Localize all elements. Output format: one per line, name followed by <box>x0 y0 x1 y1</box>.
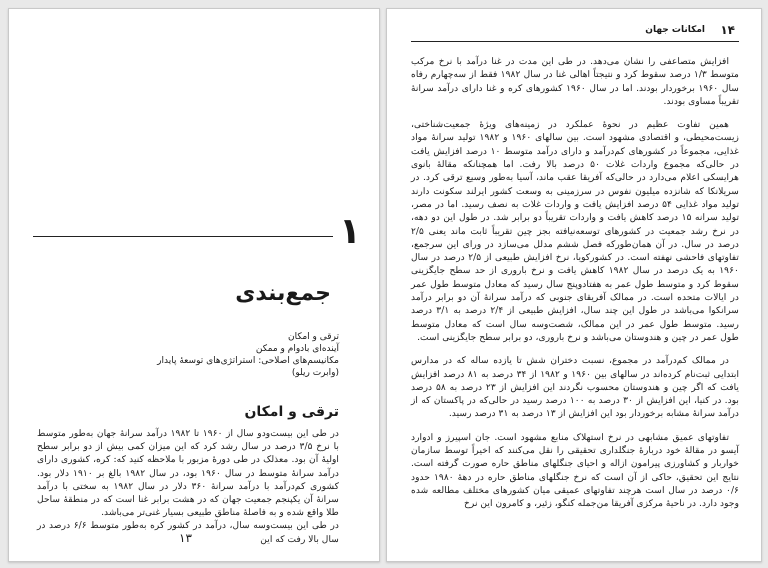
chapter-contents <box>139 331 339 379</box>
chapter-title: جمع‌بندی <box>235 281 331 306</box>
paragraph: افزایش متصاعفی را نشان می‌دهد. در طی این مدت در غنا درآمد با نرخ مرکب متوسط ۱/۳ درصد سقوط کرد و نتیجتاً اهالی غنا در سال ۱۹۸۲ فقط از سه‌چهارم رفاه سال ۱۹۶۰ برخوردار بودند. اما در سال ۱۹۶۰ کشورهای کره و غنا دارای درآمد سرانهٔ تقریباً مساوی بودند. <box>411 56 739 107</box>
toc-item: مکانیسم‌های اصلاحی: استراتژی‌های توسعهٔ پایدار <box>157 356 339 366</box>
paragraph: همین تفاوت عظیم در نحوهٔ عملکرد در زمینه‌های ویژهٔ جمعیت‌شناختی، زیست‌محیطی، و اقتصادی مشهود است. بین سالهای ۱۹۶۰ و ۱۹۸۲ تولید سرانهٔ مواد غذایی، مجموعاً در کشورهای کم‌درآمد و دارای درآمد متوسط ۱۰ درصد افزایش یافت در حالی‌که مجموع واردات غلات ۵۰ درصد بالا رفت. اما همچنانکه مقالهٔ بانوی هرایسکی اعلام می‌دارد در حالی‌که آفریقا عقب ماند، آسیا به‌طور وسیع ترقی کرد. در سریلانکا که شانزده میلیون نفوس در سرزمینی به وسعت کشور ایرلند سکونت دارند تولید مواد غذایی ۵۴ درصد افزایش یافت و واردات غلات به نصف رسید. اما در مصر، تولید سرانه ۱۵ درصد کاهش یافت و واردات تقریباً دو برابر شد. در طول این دو دهه، در نرخ رشد جمعیت در کشورهای توسعه‌نیافته بجز چین تقریباً ثابت ماند یعنی ۲/۵ درصد در سال. در آن همان‌طورکه فصل ششم مدلل می‌سازد در ورای این سرجمع، تفاوتهای فاحشی نهفته است. در کشورکویا، نرخ افزایش طبیعی از ۲/۵ درصد در سال ۱۹۶۰ به یک درصد در سال ۱۹۸۲ کاهش یافت و نرخ باروری از حد سطح جایگزینی سقوط کرد و متوسط طول عمر به هفتادوپنج سال رسید که معادل متوسط طول عمر در ایالات متحده است. در ممالک آفریقای جنوبی که درآمد سرانهٔ آن دو برابر درآمد سرانکوا می‌باشد در طول این چند سال، افزایش طبیعی از ۲/۴ درصد به ۳/۱ درصد رسید. متوسط طول عمر در این ممالک، شصت‌وسه سال است که معادل متوسط طول عمر در چین و هندوستان می‌باشد و نرخ باروری، دو برابر سطح جایگزینی است. <box>411 119 740 343</box>
right-page <box>386 8 762 562</box>
running-header <box>411 23 739 42</box>
toc-item: ترقی و امکان <box>288 332 339 342</box>
left-page <box>8 8 380 562</box>
chapter-divider <box>33 236 333 237</box>
paragraph: در طی این بیست‌وسه سال، درآمد در کشور کره به‌طور متوسط ۶/۶ درصد در سال بالا رفت که این <box>37 520 339 545</box>
section-heading: ترقی و امکان <box>244 404 339 420</box>
paragraph: در طی این بیست‌ودو سال از ۱۹۶۰ تا ۱۹۸۲ درآمد سرانهٔ جهان به‌طور متوسط با نرخ ۳/۵ درصد در سال رشد کرد که این میزان کمی بیش از دو برابر سطح اولیهٔ آن بود. معذلک در طی دورهٔ مزبور با ملاحظه کنید که: کره، کشوری دارای درآمد سرانهٔ متوسط در سال ۱۹۶۰ بود، در سال ۱۹۸۲ بالغ بر ۱۹۱۰ دلار بود. کشوری کم‌درآمد با درآمد سرانهٔ ۳۶۰ دلار در سال ۱۹۸۲ به سختی با درآمد سرانهٔ آن یکپنجم جمعیت جهان که در هشت برابر غنا است که در منطقهٔ ساحل طلا واقع شده و به فاصلهٔ مناطق طبیعی بسیار غنی‌تر می‌باشد. <box>37 428 340 519</box>
chapter-number: ۱ <box>339 211 361 252</box>
toc-author: (وابرت ریلو) <box>291 368 339 378</box>
body-text <box>37 427 339 546</box>
toc-item: آینده‌ای بادوام و ممکن <box>255 344 339 354</box>
page-number: ۱۳ <box>179 531 192 545</box>
body-text <box>411 55 739 521</box>
running-title: امکانات جهان <box>645 25 705 35</box>
paragraph: تفاوتهای عمیق مشابهی در نرخ استهلاک منابع مشهود است. جان اسپیرز و ادوارد آیسو در مقالهٔ خود دربارهٔ جنگلداری تحقیقی را نقل می‌کنند که اخیراً توسط سازمان خواربار و کشاورزی پیرامون ازاله و احیای جنگلهای مناطق حاره صورت گرفته است. نتایج این تحقیق، حاکی از آن است که نرخ جنگلهای مناطق حاره در دههٔ ۱۹۸۰ حدود ۰/۶ درصد در سال است هرچند تفاوتهای عمیقی میان کشورهای مختلف مطالعه شده وجود دارد. در ناحیهٔ مرکزی آفریقا من‌جمله کنگو، زئیر، و کامرون این نرخ <box>411 431 740 510</box>
running-page-number: ۱۴ <box>720 23 735 37</box>
paragraph: در ممالک کم‌درآمد در مجموع، نسبت دختران شش تا یازده ساله که در مدارس ابتدایی ثبت‌نام کرده‌اند در سالهای بین ۱۹۶۰ و ۱۹۸۲ از ۳۴ درصد به ۸۱ درصد افزایش یافت که اگر چین و هندوستان محسوب نگردند این افزایش از ۲۳ درصد به ۵۸ درصد بود. در کنیا، این افزایش از ۳۰ درصد به ۱۰۰ درصد رسید در حالی‌که در پاکستان که از درآمد سرانهٔ مشابه برخوردار بود این افزایش از ۱۳ درصد به ۳۱ درصد رسید. <box>411 355 739 420</box>
